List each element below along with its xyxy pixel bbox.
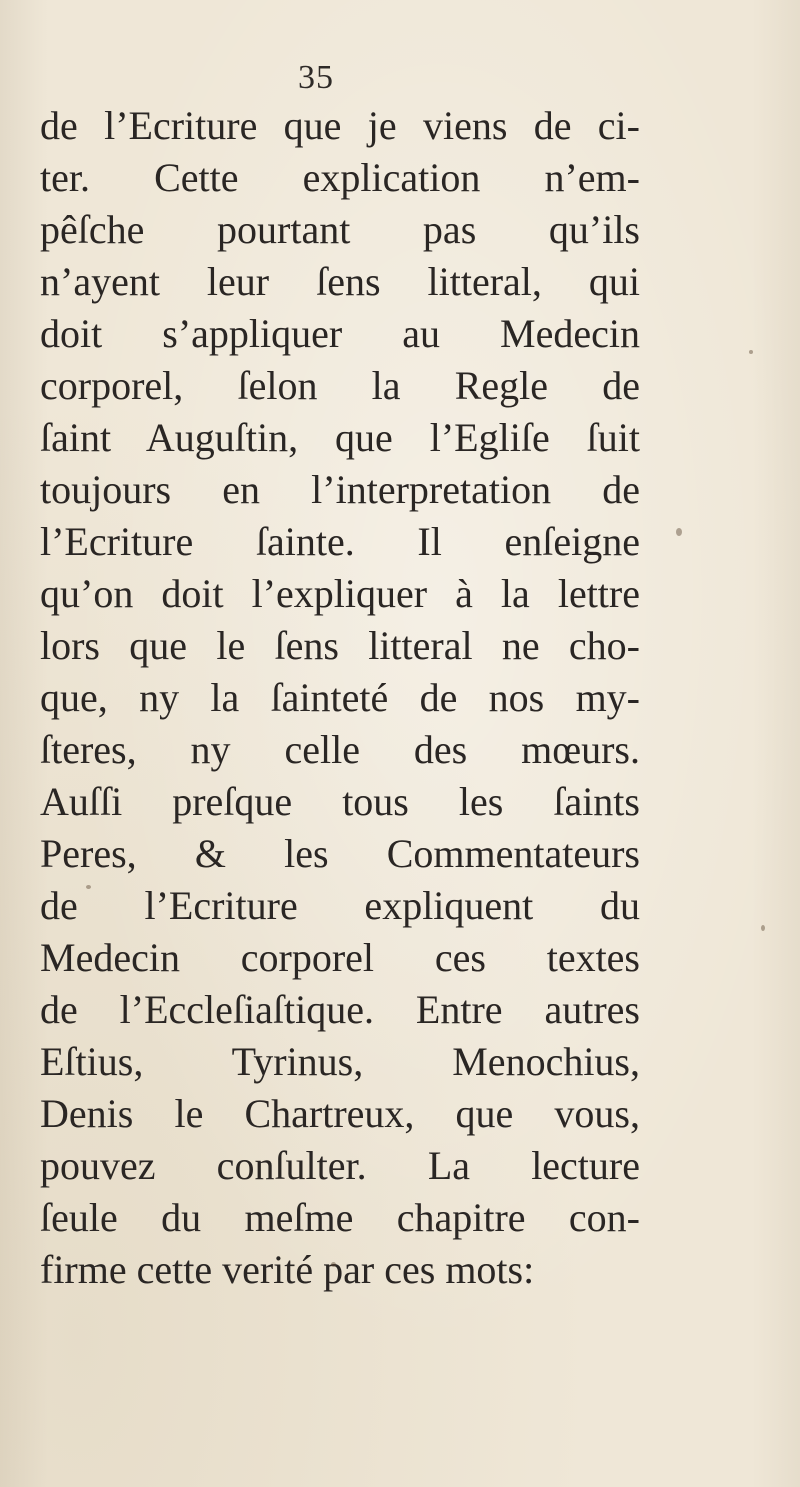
paper-speck xyxy=(86,885,91,889)
text-line: de l’Ecriture expliquent du xyxy=(40,883,640,928)
text-line: ſeule du meſme chapitre con- xyxy=(40,1195,640,1240)
paper-speck xyxy=(676,528,682,536)
page-number: 35 xyxy=(298,59,334,96)
text-line: lors que le ſens litteral ne cho- xyxy=(40,623,640,668)
text-line: pêſche pourtant pas qu’ils xyxy=(40,207,640,252)
paper-speck xyxy=(761,925,765,931)
paper-speck xyxy=(749,350,753,354)
text-line: Auſſi preſque tous les ſaints xyxy=(40,779,640,824)
text-line: toujours en l’interpretation de xyxy=(40,467,640,512)
text-line: n’ayent leur ſens litteral, qui xyxy=(40,259,640,304)
text-line: que, ny la ſainteté de nos my- xyxy=(40,675,640,720)
text-line: firme cette verité par ces mots: xyxy=(40,1247,535,1292)
text-line: doit s’appliquer au Medecin xyxy=(40,311,640,356)
text-line: Eſtius, Tyrinus, Menochius, xyxy=(40,1039,640,1084)
text-line: ter. Cette explication n’em- xyxy=(40,155,640,200)
body-text xyxy=(40,100,640,1296)
paper-speck xyxy=(331,1262,336,1267)
text-line: de l’Ecriture que je viens de ci- xyxy=(40,103,640,148)
text-line: qu’on doit l’expliquer à la lettre xyxy=(40,571,640,616)
text-line: pouvez conſulter. La lecture xyxy=(40,1143,640,1188)
text-line: l’Ecriture ſainte. Il enſeigne xyxy=(40,519,640,564)
text-line: ſaint Auguſtin, que l’Egliſe ſuit xyxy=(40,415,640,460)
text-line: Denis le Chartreux, que vous, xyxy=(40,1091,640,1136)
text-line: de l’Eccleſiaſtique. Entre autres xyxy=(40,987,640,1032)
text-line: Medecin corporel ces textes xyxy=(40,935,640,980)
text-line: Peres, & les Commentateurs xyxy=(40,831,640,876)
text-line: ſteres, ny celle des mœurs. xyxy=(40,727,640,772)
text-line: corporel, ſelon la Regle de xyxy=(40,363,640,408)
